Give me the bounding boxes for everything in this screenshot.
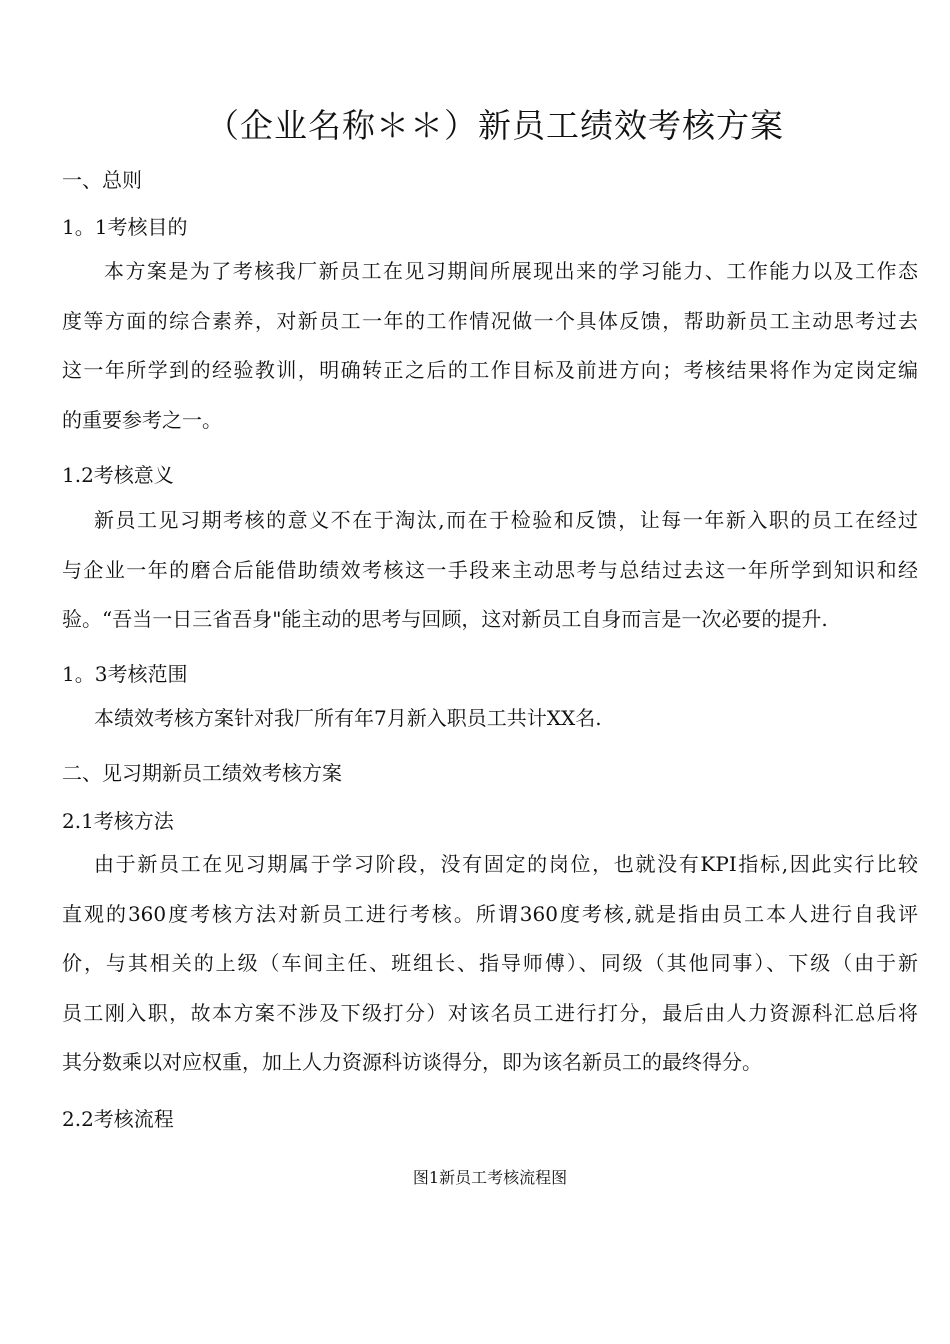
paragraph-line: 其分数乘以对应权重，加上人力资源科访谈得分，即为该名新员工的最终得分。 xyxy=(62,1050,762,1074)
paragraph-line: 这一年所学到的经验教训，明确转正之后的工作目标及前进方向；考核结果将作为定岗定编 xyxy=(62,358,918,382)
section-1-2-paragraph xyxy=(62,496,918,645)
section-2-heading: 二、见习期新员工绩效考核方案 xyxy=(62,761,342,785)
paragraph-line: 的重要参考之一。 xyxy=(62,407,222,432)
paragraph-line: 本方案是为了考核我厂新员工在见习期间所展现出来的学习能力、工作能力以及工作态 xyxy=(104,259,918,283)
paragraph-line: 直观的360度考核方法对新员工进行考核。所谓360度考核,就是指由员工本人进行自我评 xyxy=(62,901,918,926)
section-1-heading: 一、总则 xyxy=(62,168,142,192)
section-1-1-heading: 1。1考核目的 xyxy=(62,215,188,239)
paragraph-line: 度等方面的综合素养，对新员工一年的工作情况做一个具体反馈，帮助新员工主动思考过去 xyxy=(62,308,918,333)
section-1-2-heading: 1.2考核意义 xyxy=(62,463,174,487)
section-2-1-paragraph xyxy=(62,840,918,1088)
document-title: （企业名称＊＊）新员工绩效考核方案 xyxy=(206,106,784,145)
figure-caption: 图1新员工考核流程图 xyxy=(412,1168,568,1187)
paragraph-line: 新员工见习期考核的意义不在于淘汰,而在于检验和反馈，让每一年新入职的员工在经过 xyxy=(94,508,918,532)
paragraph-line: 价，与其相关的上级（车间主任、班组长、指导师傅）、同级（其他同事）、下级（由于新 xyxy=(62,951,918,975)
section-1-3-paragraph xyxy=(62,694,918,744)
section-1-3-heading: 1。3考核范围 xyxy=(62,662,188,686)
section-2-1-heading: 2.1考核方法 xyxy=(62,809,174,833)
paragraph-line: 由于新员工在见习期属于学习阶段，没有固定的岗位，也就没有KPI指标,因此实行比较 xyxy=(94,852,918,876)
section-2-2-heading: 2.2考核流程 xyxy=(62,1107,174,1131)
paragraph-line: 本绩效考核方案针对我厂所有年7月新入职员工共计XX名. xyxy=(94,706,602,730)
paragraph-line: 验。“吾当一日三省吾身"能主动的思考与回顾，这对新员工自身而言是一次必要的提升. xyxy=(62,607,828,631)
paragraph-line: 与企业一年的磨合后能借助绩效考核这一手段来主动思考与总结过去这一年所学到知识和经 xyxy=(62,557,918,582)
paragraph-line: 员工刚入职，故本方案不涉及下级打分）对该名员工进行打分，最后由人力资源科汇总后将 xyxy=(62,1000,918,1025)
section-1-1-paragraph xyxy=(62,247,918,445)
